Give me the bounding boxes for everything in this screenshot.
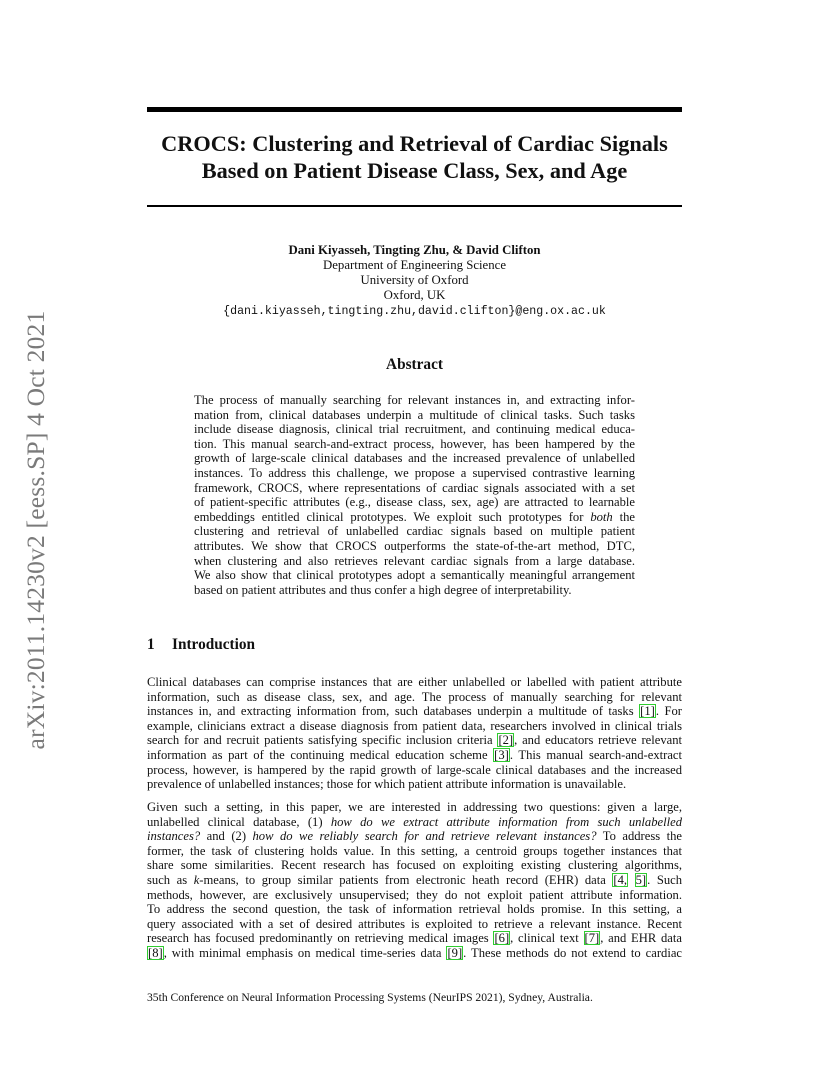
paragraph-line	[147, 815, 682, 830]
line-text: information as part of the continuing medical education scheme	[147, 747, 494, 762]
abstract-line: based on patient attributes and thus confer a high degree of interpretability.	[194, 582, 572, 597]
paragraph-line: example, clinicians extract a disease diagnosis from patient data, researchers involved in clinical trials	[147, 718, 682, 733]
abstract-line: We also show that clinical prototypes adopt a semantically meaningful arrangement	[194, 568, 635, 583]
paragraph-line	[147, 829, 682, 844]
abstract-line-text: the	[612, 509, 635, 524]
citation-link[interactable]: [8]	[148, 945, 163, 960]
title-line-2: Based on Patient Disease Class, Sex, and Age	[201, 158, 628, 183]
citation-link[interactable]: [3]	[494, 747, 509, 762]
line-text: . Such	[647, 872, 683, 887]
paragraph-line: former, the task of clustering holds value. In this setting, a centroid groups together instances that	[147, 843, 682, 858]
abstract-heading: Abstract	[386, 356, 443, 373]
paragraph-line	[147, 873, 682, 888]
abstract-line: of patient-specific attributes (e.g., disease class, sex, age) are attracted to learnable	[194, 495, 635, 510]
line-text: instances in, and extracting information from, such databases underpin a multitude of tasks	[147, 704, 640, 719]
abstract-line-text: embeddings entitled clinical prototypes. We exploit such prototypes for	[194, 509, 591, 524]
affiliation-university: University of Oxford	[360, 273, 469, 287]
paragraph-line: prevalence of unlabelled instances; those for which patient attribute information is unavailable.	[147, 777, 627, 792]
affiliation-location: Oxford, UK	[383, 288, 446, 302]
citation-link[interactable]: [1]	[640, 704, 655, 719]
line-text-italic: how do we extract attribute information from such unlabelled	[330, 814, 682, 829]
arxiv-identifier-stamp: arXiv:2011.14230v2 [eess.SP] 4 Oct 2021	[21, 310, 50, 750]
abstract-line: The process of manually searching for relevant instances in, and extracting infor-	[194, 393, 635, 407]
section-title: Introduction	[172, 636, 256, 653]
line-text: research has focused predominantly on retrieving medical images	[147, 931, 494, 946]
line-text: , and educators retrieve relevant	[514, 733, 683, 748]
abstract-line: tion. This manual search-and-extract process, however, has been hampered by the	[194, 436, 635, 451]
affiliation-department: Department of Engineering Science	[323, 258, 506, 272]
abstract-line: growth of large-scale clinical databases and the increased prevalence of unlabelled	[194, 451, 635, 466]
paragraph-line	[147, 748, 682, 763]
citation-link[interactable]: [7]	[584, 931, 600, 946]
line-text: , and EHR data	[600, 931, 682, 946]
abstract-text	[194, 393, 635, 597]
math-variable-k: k	[193, 872, 200, 887]
citation-link[interactable]: [9]	[447, 945, 463, 960]
paragraph-line	[147, 733, 682, 748]
line-text: . These methods do not extend to cardiac	[463, 945, 682, 960]
abstract-line: instances. To address this challenge, we propose a supervised contrastive learning	[194, 465, 635, 480]
author-block	[147, 243, 682, 319]
introduction-paragraph-1	[147, 675, 682, 792]
line-text: and (2)	[200, 829, 253, 844]
introduction-paragraph-2	[147, 800, 682, 961]
line-text: -means, to group similar patients from electronic heath record (EHR) data	[199, 872, 613, 887]
title-line-1: CROCS: Clustering and Retrieval of Cardiac Signals	[161, 131, 668, 156]
paper-title	[147, 130, 682, 184]
abstract-line: when clustering and also retrieves relevant cardiac signals from a large database.	[194, 553, 635, 568]
paragraph-line	[147, 931, 682, 946]
section-number: 1	[147, 636, 155, 653]
line-text: To address the	[596, 829, 682, 844]
paragraph-line: To address the second question, the task of information retrieval holds promise. In this setting, a	[147, 902, 682, 917]
abstract-line: clustering and retrieval of unlabelled cardiac signals based on multiple patient	[194, 524, 635, 539]
title-top-rule	[147, 107, 682, 112]
paragraph-line: methods, however, are exclusively unsupervised; they do not exploit patient attribute information.	[147, 887, 682, 902]
abstract-line: mation from, clinical databases underpin a multitude of clinical tasks. Such tasks	[194, 407, 635, 422]
line-text: such as	[147, 872, 194, 887]
line-text-italic: instances?	[147, 829, 201, 844]
section-heading-introduction	[147, 636, 255, 654]
line-text: . For	[655, 704, 682, 719]
line-text: search for and recruit patients satisfying specific inclusion criteria	[147, 733, 498, 748]
paragraph-line: information, such as disease class, sex, and age. The process of manually searching for relevant	[147, 689, 682, 704]
paragraph-line: query associated with a set of desired attributes is exploited to retrieve a relevant instance. Recent	[147, 916, 682, 931]
line-text: , with minimal emphasis on medical time-series data	[163, 945, 447, 960]
paragraph-line	[147, 704, 682, 719]
citation-link[interactable]: 5]	[635, 872, 647, 887]
line-text: unlabelled clinical database, (1)	[147, 814, 331, 829]
conference-footnote: 35th Conference on Neural Information Processing Systems (NeurIPS 2021), Sydney, Australia.	[147, 991, 593, 1004]
line-text: , clinical text	[510, 931, 584, 946]
paragraph-line: process, however, is hampered by the rapid growth of large-scale clinical databases and the increased	[147, 762, 682, 777]
paragraph-line: Given such a setting, in this paper, we are interested in addressing two questions: given a large,	[147, 800, 682, 814]
paragraph-line: Clinical databases can comprise instances that are either unlabelled or labelled with patient attribute	[147, 675, 682, 689]
abstract-line: framework, CROCS, where representations of cardiac signals associated with a set	[194, 480, 635, 495]
line-text-italic: how do we reliably search for and retrieve relevant instances?	[252, 829, 597, 844]
abstract-line	[194, 510, 635, 525]
author-emails: {dani.kiyasseh,tingting.zhu,david.clifton}@eng.ox.ac.uk	[223, 305, 606, 318]
author-names: Dani Kiyasseh, Tingting Zhu, & David Clifton	[288, 243, 541, 257]
abstract-line: include disease diagnosis, clinical trial recruitment, and continuing medical educa-	[194, 422, 635, 437]
citation-link[interactable]: [6]	[494, 931, 510, 946]
citation-link[interactable]: [4,	[613, 872, 628, 887]
paragraph-line	[147, 946, 682, 961]
paragraph-line: share some similarities. Recent research has focused on exploiting existing clustering algorithms,	[147, 858, 682, 873]
title-bottom-rule	[147, 205, 682, 207]
emphasis-both: both	[590, 509, 613, 524]
citation-link[interactable]: [2]	[498, 733, 514, 748]
abstract-line: attributes. We show that CROCS outperforms the state-of-the-art method, DTC,	[194, 538, 635, 553]
line-text: . This manual search-and-extract	[509, 747, 682, 762]
